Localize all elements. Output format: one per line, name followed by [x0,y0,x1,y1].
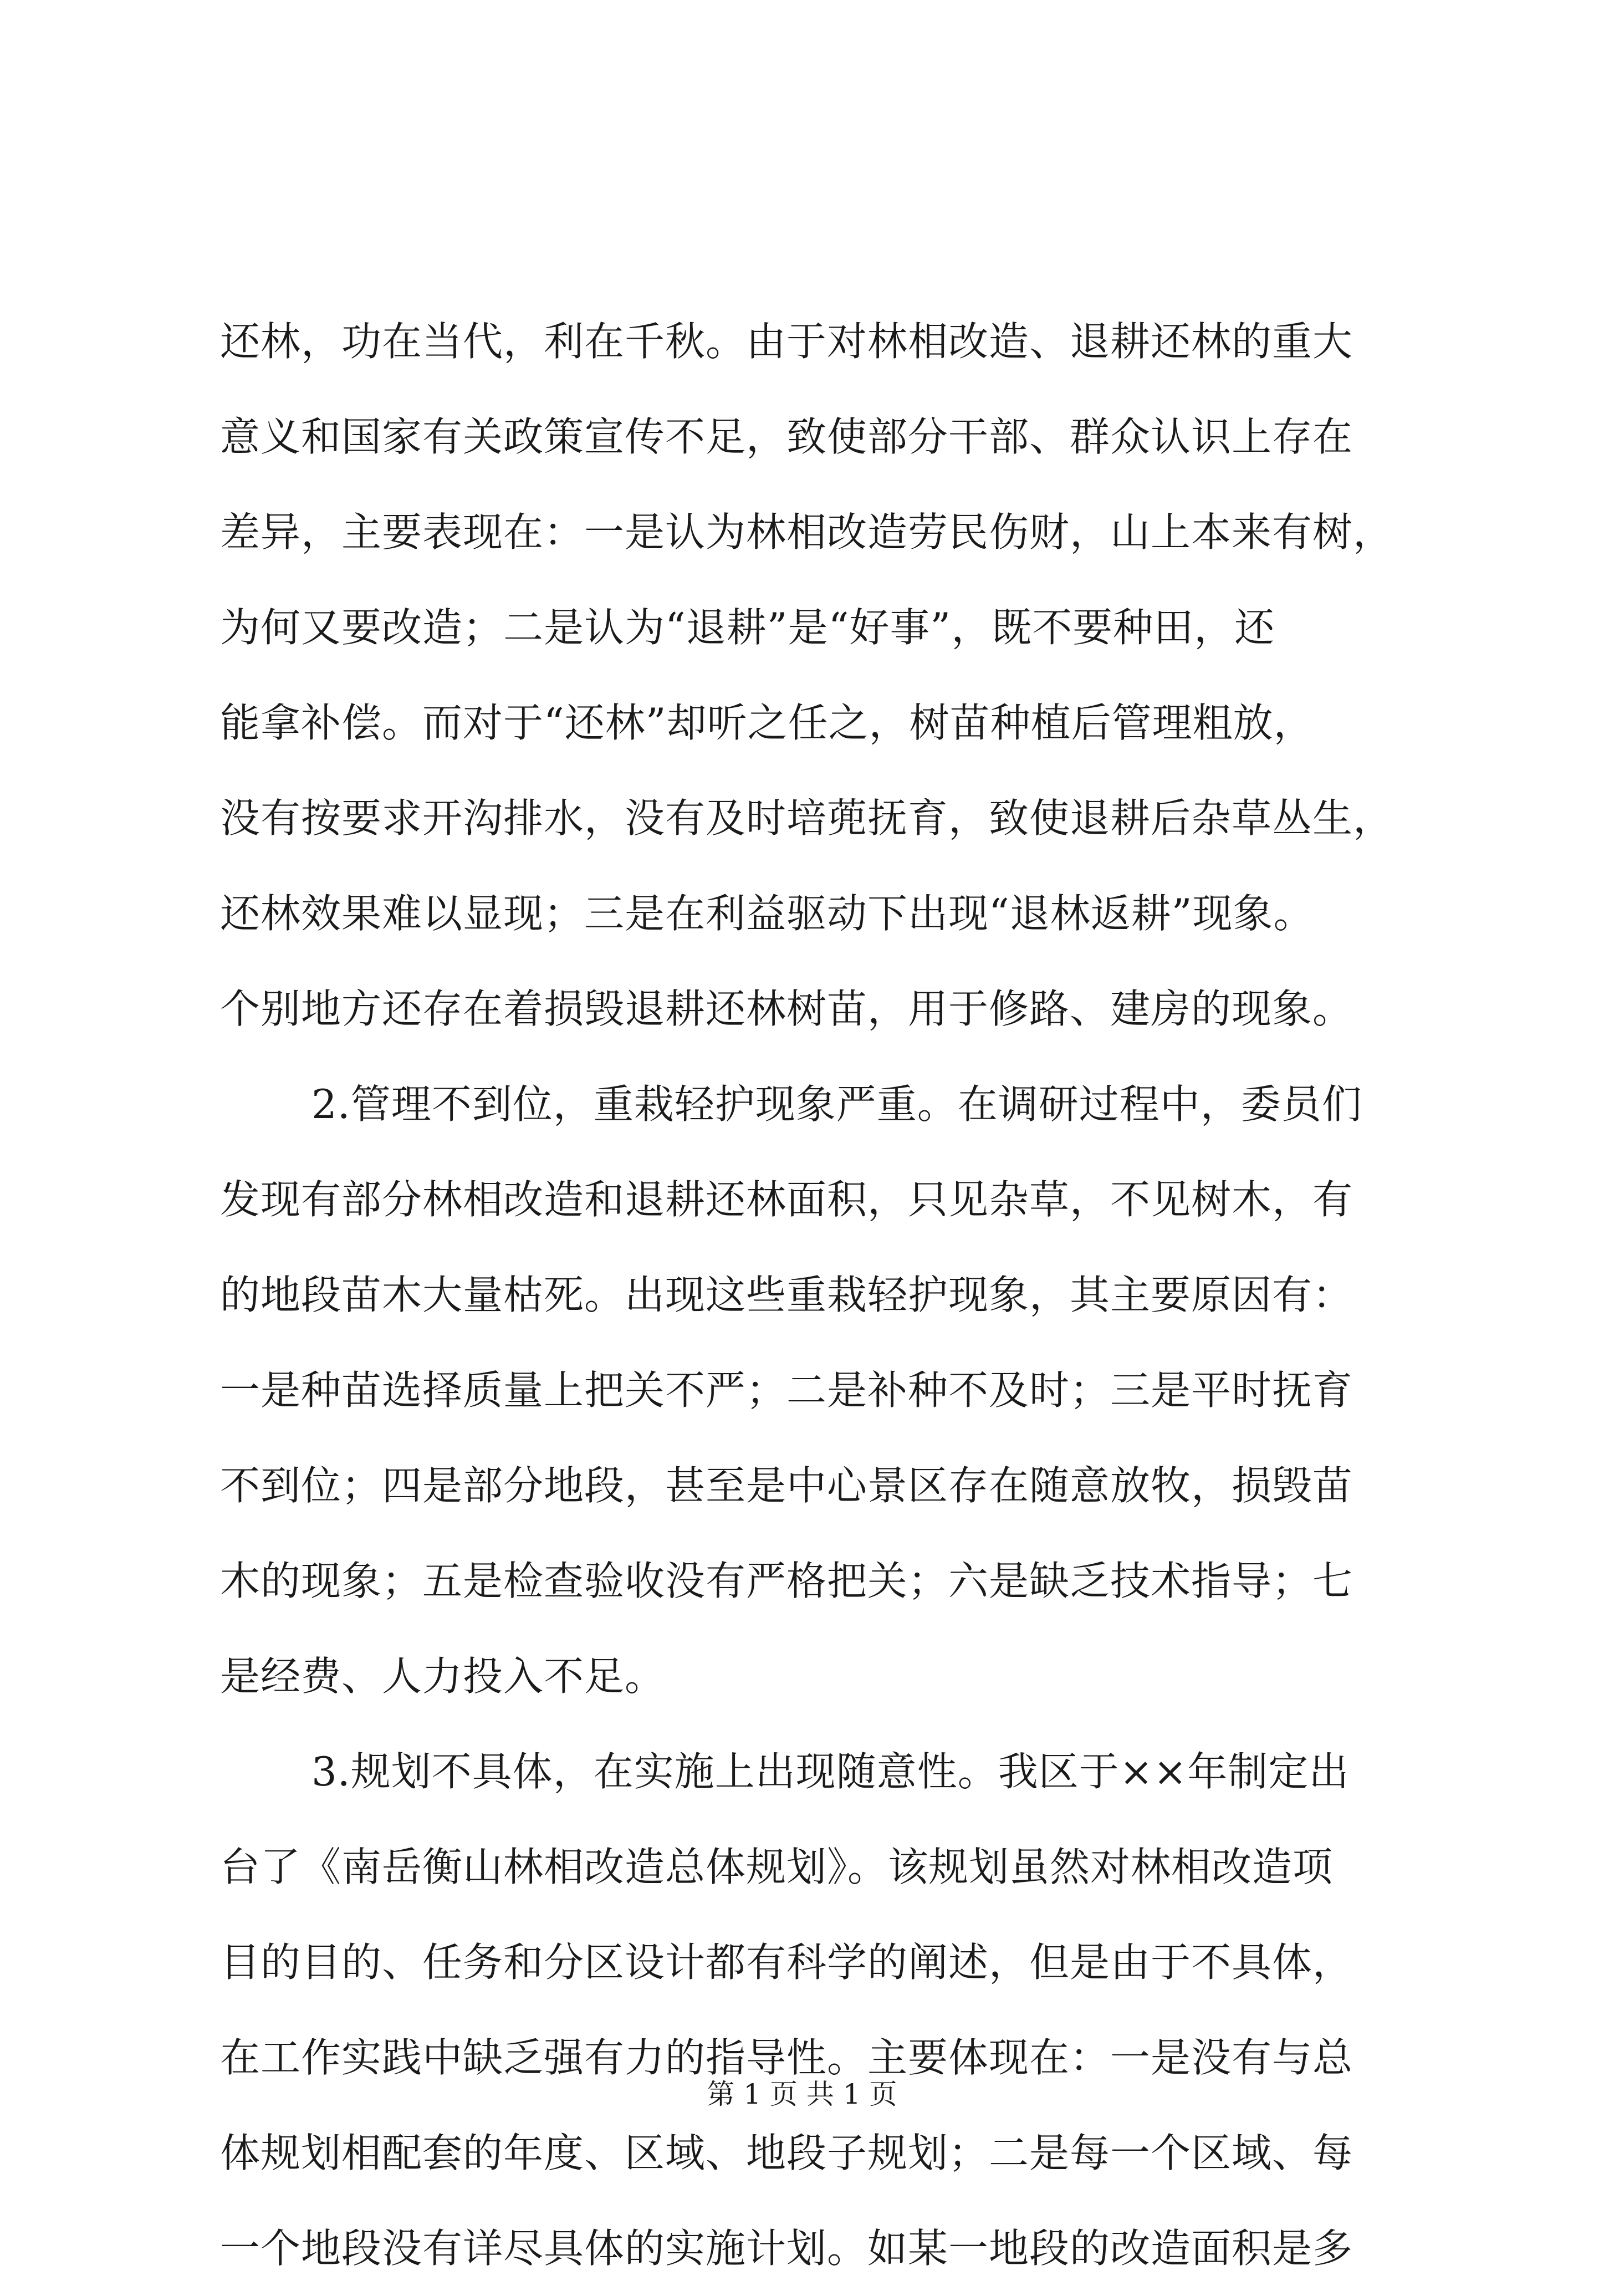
text-line: 2.管理不到位，重栽轻护现象严重。在调研过程中，委员们 [311,1081,1362,1127]
text-line: 体规划相配套的年度、区域、地段子规划；二是每一个区域、每 [220,2130,1353,2176]
text-line: 一个地段没有详尽具体的实施计划。如某一地段的改造面积是多 [220,2225,1353,2272]
text-line: 是经费、人力投入不足。 [220,1653,666,1700]
text-line: 一是种苗选择质量上把关不严；二是补种不及时；三是平时抚育 [220,1367,1353,1414]
text-line: 3.规划不具体，在实施上出现随意性。我区于××年制定出 [311,1748,1350,1795]
text-line: 个别地方还存在着损毁退耕还林树苗，用于修路、建房的现象。 [220,986,1353,1032]
text-line: 发现有部分林相改造和退耕还林面积，只见杂草，不见树木，有 [220,1176,1353,1223]
text-line: 台了《南岳衡山林相改造总体规划》。该规划虽然对林相改造项 [220,1844,1334,1890]
text-line: 目的目的、任务和分区设计都有科学的阐述，但是由于不具体， [220,1939,1353,1986]
text-line: 为何又要改造；二是认为“退耕”是“好事”，既不要种田，还 [220,604,1275,651]
page-footer: 第 1 页 共 1 页 [707,2078,897,2110]
text-line: 还林，功在当代，利在千秋。由于对林相改造、退耕还林的重大 [220,318,1353,365]
text-line: 还林效果难以显现；三是在利益驱动下出现“退林返耕”现象。 [220,890,1314,937]
text-line: 差异，主要表现在：一是认为林相改造劳民伤财，山上本来有树， [220,509,1394,555]
body-text [220,294,1428,2296]
text-line: 不到位；四是部分地段，甚至是中心景区存在随意放牧，损毁苗 [220,1462,1353,1509]
text-line: 意义和国家有关政策宣传不足，致使部分干部、群众认识上存在 [220,414,1353,460]
text-line: 能拿补偿。而对于“还林”却听之任之，树苗种植后管理粗放， [220,700,1314,746]
text-line: 的地段苗木大量枯死。出现这些重栽轻护现象，其主要原因有： [220,1272,1353,1318]
text-line: 木的现象；五是检查验收没有严格把关；六是缺乏技术指导；七 [220,1558,1353,1604]
text-line: 在工作实践中缺乏强有力的指导性。主要体现在：一是没有与总 [220,2034,1353,2081]
text-line: 没有按要求开沟排水，没有及时培蔸抚育，致使退耕后杂草丛生， [220,795,1394,841]
